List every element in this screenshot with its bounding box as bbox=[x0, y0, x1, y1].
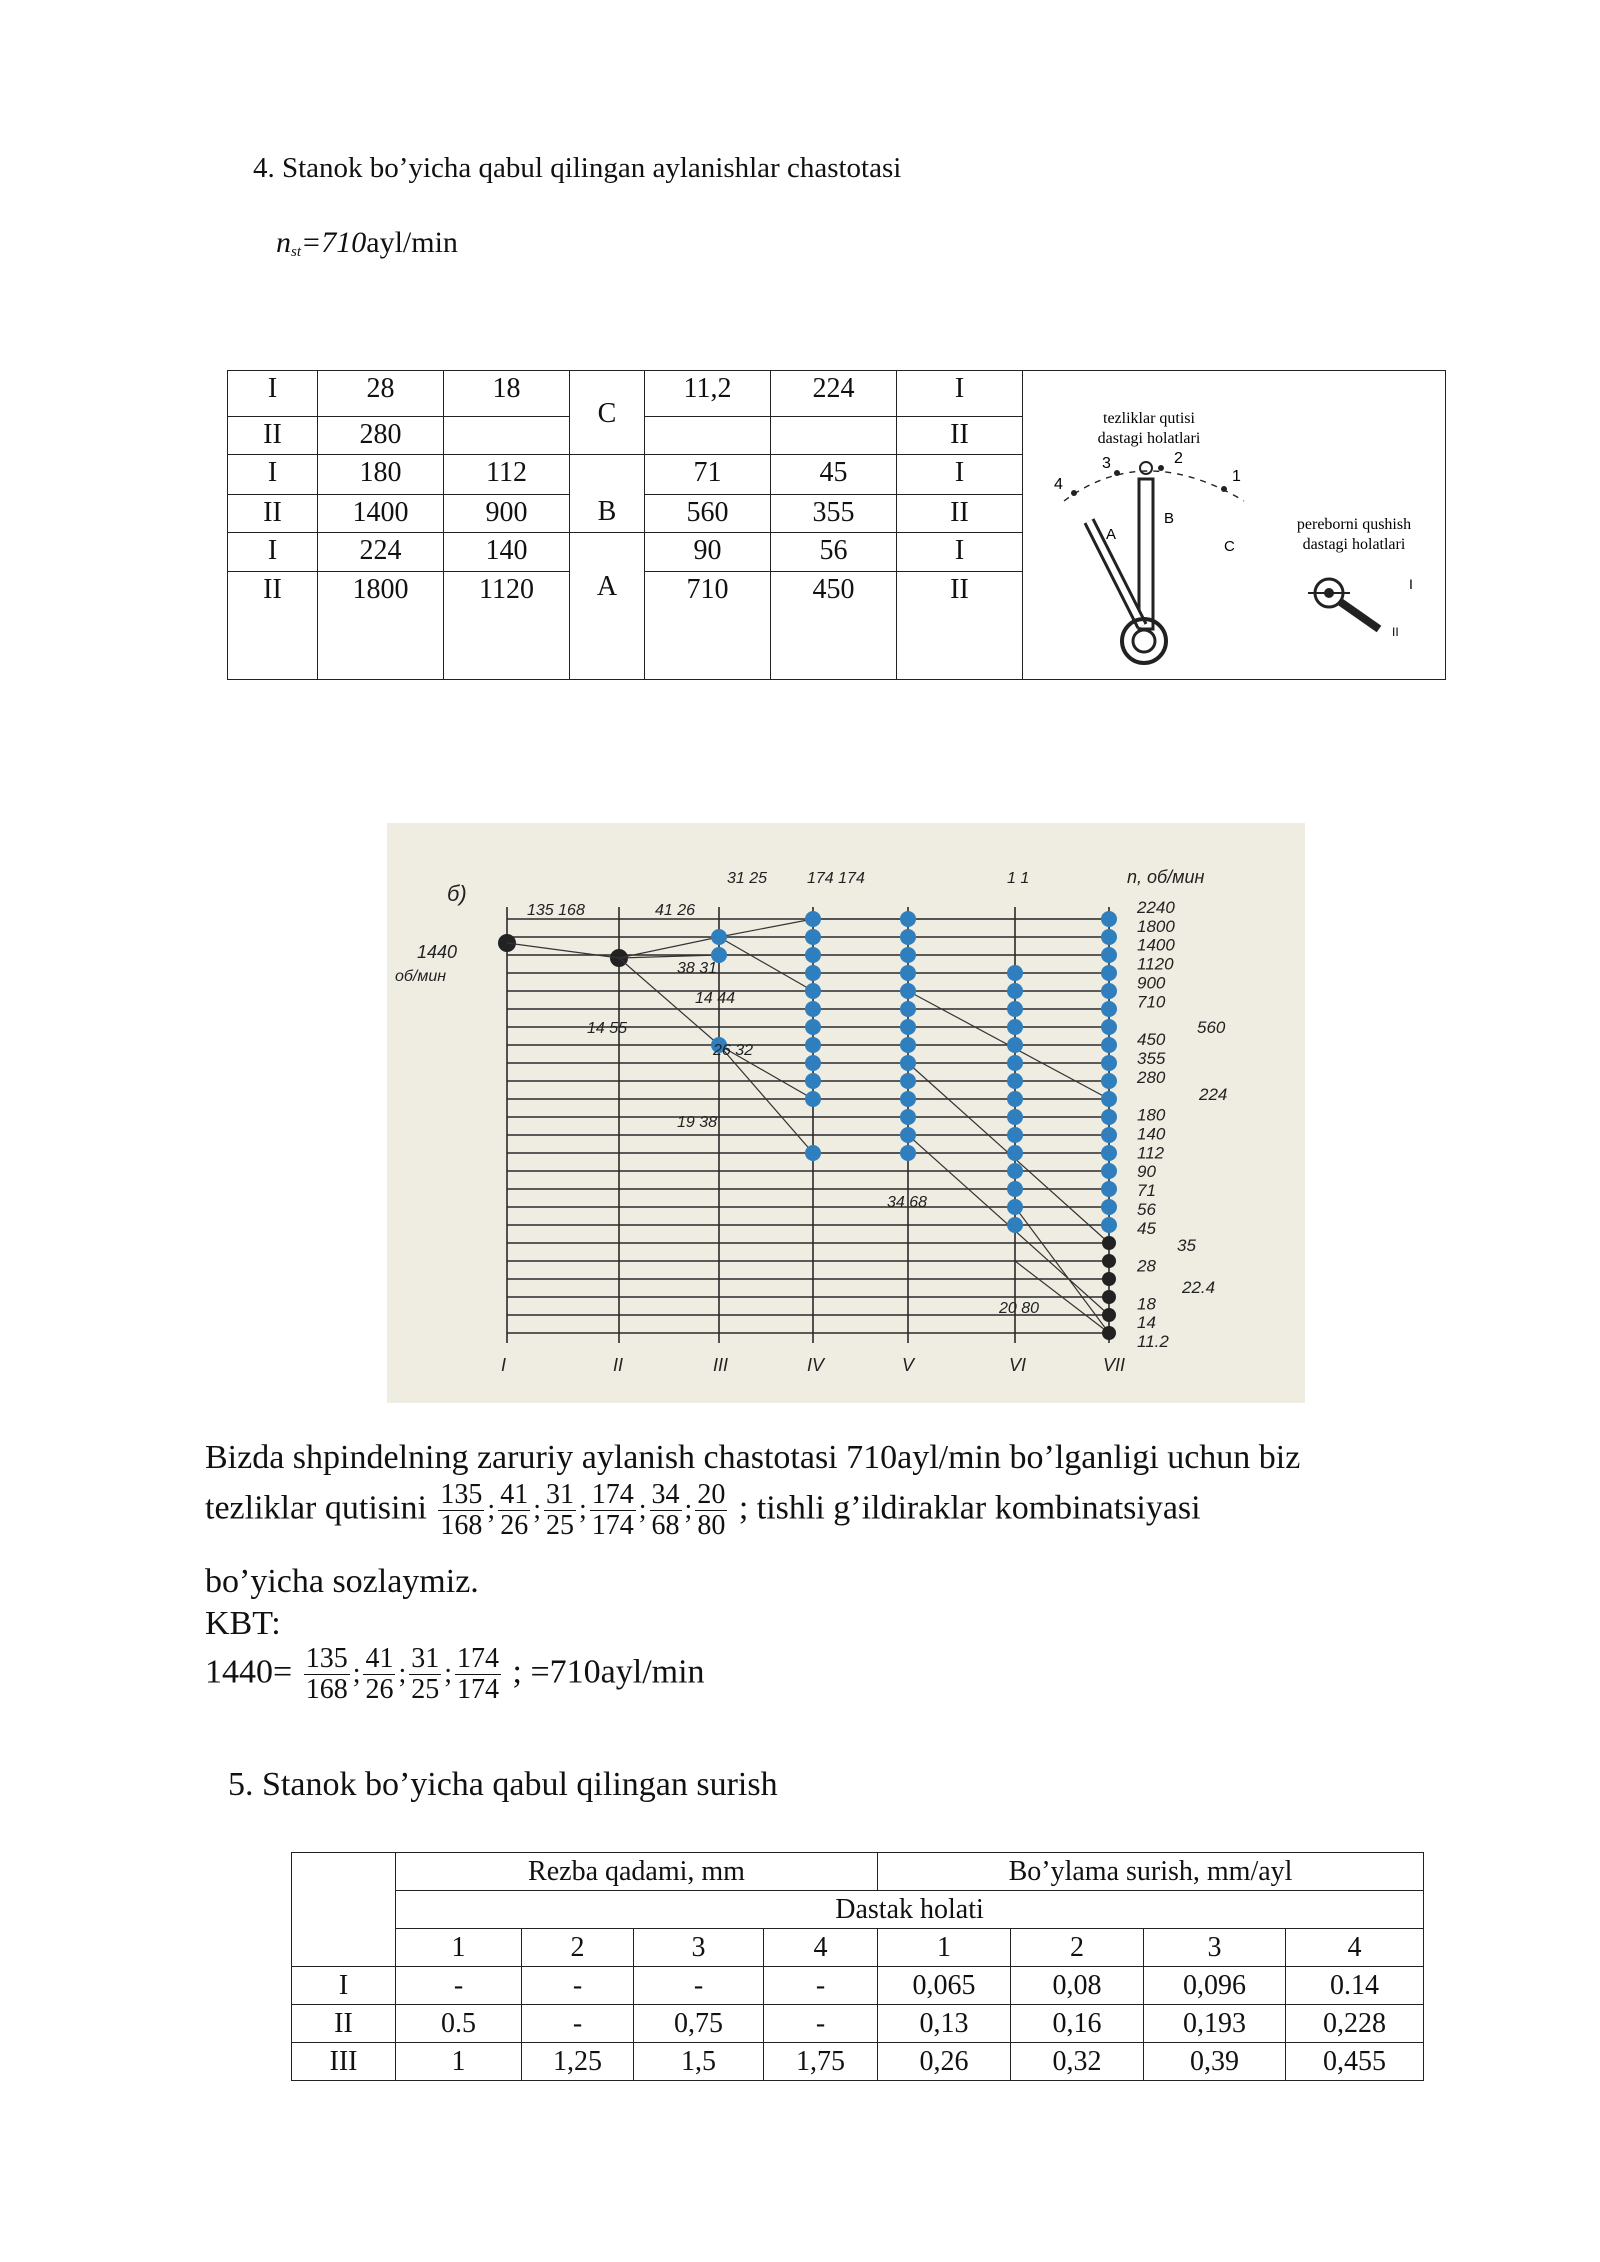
position-dot-4 bbox=[1071, 490, 1077, 496]
speed-node bbox=[1007, 1109, 1023, 1125]
speed-node bbox=[1007, 1055, 1023, 1071]
feed-cell: 0,16 bbox=[1011, 2005, 1144, 2043]
fraction-numerator: 34 bbox=[651, 1479, 680, 1510]
gear-path-line bbox=[507, 943, 619, 958]
gear-ratio-fraction bbox=[695, 1480, 727, 1541]
output-speed-label: 355 bbox=[1137, 1048, 1166, 1068]
feed-row-label: I bbox=[292, 1967, 396, 2005]
position-header: 4 bbox=[764, 1929, 878, 1967]
feed-cell: 0,228 bbox=[1286, 2005, 1424, 2043]
speed-node bbox=[805, 983, 821, 999]
feed-cell: 0,08 bbox=[1011, 1967, 1144, 2005]
handle-hub bbox=[1122, 619, 1166, 663]
position-header: 3 bbox=[634, 1929, 764, 1967]
feed-cell: 0,75 bbox=[634, 2005, 764, 2043]
feed-cell: 0,32 bbox=[1011, 2043, 1144, 2081]
shaft-label: III bbox=[713, 1355, 729, 1375]
feed-cell: 0,065 bbox=[878, 1967, 1011, 2005]
speed-cell: 45 bbox=[771, 455, 897, 495]
fraction-numerator: 31 bbox=[411, 1643, 440, 1674]
longitudinal-feed-header: Bo’ylama surish, mm/ayl bbox=[878, 1853, 1424, 1891]
fraction-numerator: 41 bbox=[500, 1479, 529, 1510]
feed-cell: 0,193 bbox=[1144, 2005, 1286, 2043]
speed-node bbox=[1101, 1181, 1117, 1197]
speed-cell: 28 bbox=[318, 371, 444, 417]
speed-group-b: B bbox=[570, 455, 645, 533]
output-speed-label: 2240 bbox=[1137, 898, 1175, 917]
speed-node bbox=[1007, 1181, 1023, 1197]
speed-node-dark bbox=[1102, 1236, 1116, 1250]
position-header: 2 bbox=[1011, 1929, 1144, 1967]
speed-cell: 1800 bbox=[318, 572, 444, 680]
diagram-caption-left-1: tezliklar qutisi bbox=[1103, 410, 1195, 427]
gear-path-line bbox=[719, 937, 813, 991]
output-speed-label: 1800 bbox=[1137, 916, 1175, 936]
feed-table-corner bbox=[292, 1853, 396, 1967]
speed-node bbox=[805, 1019, 821, 1035]
speed-node bbox=[805, 1091, 821, 1107]
output-speed-label: 710 bbox=[1137, 992, 1166, 1012]
speed-cell: I bbox=[897, 532, 1023, 572]
gear-path-line bbox=[719, 919, 813, 937]
gear-ratio-fraction bbox=[590, 1480, 636, 1541]
position-label-1: 1 bbox=[1232, 468, 1241, 485]
speed-node bbox=[1101, 1109, 1117, 1125]
speed-cell: I bbox=[897, 455, 1023, 495]
feed-row-label: II bbox=[292, 2005, 396, 2043]
speed-node bbox=[900, 1019, 916, 1035]
position-header: 4 bbox=[1286, 1929, 1424, 1967]
fraction-denominator: 174 bbox=[591, 1510, 634, 1541]
output-speed-label: 35 bbox=[1177, 1236, 1196, 1255]
shaft-label: V bbox=[902, 1355, 915, 1375]
handle-lever-b bbox=[1139, 479, 1153, 629]
speed-node bbox=[1007, 1217, 1023, 1233]
speed-node bbox=[1101, 1145, 1117, 1161]
output-speed-label: 90 bbox=[1137, 1162, 1156, 1182]
fraction-separator: ; bbox=[578, 1494, 587, 1526]
speed-node bbox=[900, 1145, 916, 1161]
speed-node bbox=[805, 929, 821, 945]
feed-cell: - bbox=[764, 1967, 878, 2005]
speed-cell: 56 bbox=[771, 532, 897, 572]
speed-node bbox=[900, 1109, 916, 1125]
speed-cell: 71 bbox=[645, 455, 771, 495]
speed-cell: 224 bbox=[771, 371, 897, 417]
fraction-denominator: 80 bbox=[697, 1510, 726, 1541]
speed-node bbox=[900, 947, 916, 963]
feed-cell: 1,5 bbox=[634, 2043, 764, 2081]
position-label-4: 4 bbox=[1054, 476, 1063, 493]
speed-cell: II bbox=[897, 417, 1023, 455]
speed-node bbox=[900, 1073, 916, 1089]
fraction-numerator: 31 bbox=[545, 1479, 574, 1510]
speed-group-c: C bbox=[570, 371, 645, 455]
speed-node bbox=[900, 911, 916, 927]
position-label-2: 2 bbox=[1174, 450, 1183, 467]
position-header: 1 bbox=[878, 1929, 1011, 1967]
speed-node bbox=[1101, 1073, 1117, 1089]
speed-node bbox=[900, 1037, 916, 1053]
section-4-heading: 4. Stanok bo’yicha qabul qilingan aylanishlar chastotasi bbox=[253, 152, 902, 184]
handle-positions-diagram bbox=[1024, 371, 1444, 671]
feed-cell: 0,096 bbox=[1144, 1967, 1286, 2005]
speed-node bbox=[805, 1145, 821, 1161]
speed-cell: II bbox=[897, 494, 1023, 532]
speed-cell: 450 bbox=[771, 572, 897, 680]
fraction-numerator: 20 bbox=[697, 1479, 726, 1510]
gear-ratio-label: 14 44 bbox=[695, 990, 736, 1007]
gear-ratio-fraction bbox=[544, 1480, 576, 1541]
speed-node bbox=[805, 1037, 821, 1053]
speed-node bbox=[1101, 983, 1117, 999]
perebor-position-ii: II bbox=[1392, 625, 1399, 639]
feed-cell: 1,25 bbox=[522, 2043, 634, 2081]
feed-cell: 1,75 bbox=[764, 2043, 878, 2081]
speed-cell: II bbox=[228, 572, 318, 680]
gear-ratio-label: 41 26 bbox=[655, 902, 696, 919]
position-dot-3 bbox=[1114, 470, 1120, 476]
speed-node bbox=[1007, 1073, 1023, 1089]
speed-cell: I bbox=[897, 371, 1023, 417]
position-dot-2 bbox=[1158, 465, 1164, 471]
speed-cell bbox=[645, 417, 771, 455]
fraction-denominator: 168 bbox=[440, 1510, 483, 1541]
speed-cell: 1120 bbox=[444, 572, 570, 680]
fraction-separator: ; bbox=[684, 1494, 693, 1526]
formula-start: 1440= bbox=[205, 1653, 293, 1691]
fraction-separator: ; bbox=[352, 1658, 361, 1690]
speed-node bbox=[1101, 911, 1117, 927]
shaft-label: VII bbox=[1103, 1355, 1126, 1375]
gear-ratio-label: 19 38 bbox=[677, 1114, 718, 1131]
perebor-lever bbox=[1339, 601, 1379, 629]
fraction-numerator: 174 bbox=[457, 1643, 500, 1674]
speed-cell: I bbox=[228, 455, 318, 495]
perebor-position-i: I bbox=[1409, 576, 1413, 592]
speed-table bbox=[227, 370, 1446, 680]
input-unit-label: об/мин bbox=[395, 968, 447, 985]
gearbox-handle-diagram bbox=[1023, 371, 1446, 680]
speed-node bbox=[805, 947, 821, 963]
gear-speed-chart-svg bbox=[387, 823, 1305, 1403]
speed-cell bbox=[444, 417, 570, 455]
speed-cell: I bbox=[228, 532, 318, 572]
paragraph-line-2 bbox=[205, 1480, 1201, 1541]
gear-ratio-fraction bbox=[498, 1480, 530, 1541]
speed-node bbox=[900, 983, 916, 999]
shaft-label: IV bbox=[807, 1355, 825, 1375]
feed-cell: 0.5 bbox=[396, 2005, 522, 2043]
diagram-caption-right-2: dastagi holatlari bbox=[1302, 536, 1406, 553]
feed-cell: 0,13 bbox=[878, 2005, 1011, 2043]
output-speed-label: 224 bbox=[1199, 1085, 1228, 1104]
diagram-caption-right-1: pereborni qushish bbox=[1296, 516, 1412, 533]
speed-cell: 18 bbox=[444, 371, 570, 417]
feed-cell: 1 bbox=[396, 2043, 522, 2081]
speed-cell: 112 bbox=[444, 455, 570, 495]
fraction-denominator: 25 bbox=[545, 1510, 574, 1541]
handle-position-header: Dastak holati bbox=[396, 1891, 1424, 1929]
speed-node-dark bbox=[1102, 1308, 1116, 1322]
output-speed-label: 1120 bbox=[1137, 954, 1174, 974]
feed-cell: 0,39 bbox=[1144, 2043, 1286, 2081]
feed-row-label: III bbox=[292, 2043, 396, 2081]
fraction-denominator: 168 bbox=[305, 1674, 348, 1705]
position-header: 2 bbox=[522, 1929, 634, 1967]
speed-cell: II bbox=[897, 572, 1023, 680]
gear-ratio-label: 20 80 bbox=[999, 1300, 1040, 1317]
output-speed-label: 900 bbox=[1137, 973, 1166, 993]
output-speed-label: 11.2 bbox=[1137, 1332, 1169, 1351]
speed-node bbox=[805, 1055, 821, 1071]
speed-node bbox=[1007, 983, 1023, 999]
output-speed-label: 140 bbox=[1137, 1124, 1166, 1144]
speed-node bbox=[1007, 1037, 1023, 1053]
speed-cell: II bbox=[228, 417, 318, 455]
speed-node bbox=[900, 1127, 916, 1143]
fraction-separator: ; bbox=[533, 1494, 541, 1526]
gear-ratio-fraction bbox=[650, 1480, 682, 1541]
speed-node bbox=[900, 1055, 916, 1071]
speed-cell: 355 bbox=[771, 494, 897, 532]
output-speed-label: 112 bbox=[1137, 1143, 1165, 1163]
gear-ratio-label: 174 174 bbox=[807, 870, 865, 887]
speed-node bbox=[1101, 1091, 1117, 1107]
shaft-label: I bbox=[501, 1355, 507, 1375]
gear-fractions-2 bbox=[301, 1643, 504, 1705]
feed-cell: - bbox=[634, 1967, 764, 2005]
output-speed-label: 280 bbox=[1137, 1067, 1166, 1087]
speed-node bbox=[1007, 1145, 1023, 1161]
gear-speed-chart bbox=[387, 823, 1305, 1403]
gear-ratio-label: 14 55 bbox=[587, 1020, 628, 1037]
speed-group-a: A bbox=[570, 532, 645, 680]
nst-subscript: st bbox=[291, 244, 302, 260]
fraction-denominator: 68 bbox=[651, 1510, 680, 1541]
speed-node bbox=[805, 965, 821, 981]
feed-cell: 0,26 bbox=[878, 2043, 1011, 2081]
fraction-denominator: 174 bbox=[457, 1674, 500, 1705]
speed-node bbox=[1101, 947, 1117, 963]
feed-cell: - bbox=[396, 1967, 522, 2005]
speed-node bbox=[805, 1073, 821, 1089]
speed-node bbox=[1101, 1001, 1117, 1017]
handle-knob bbox=[1140, 462, 1152, 474]
paragraph-line-3: bo’yicha sozlaymiz. bbox=[205, 1563, 479, 1600]
output-speed-label: 14 bbox=[1137, 1313, 1156, 1333]
speed-cell: 900 bbox=[444, 494, 570, 532]
gear-ratio-fraction bbox=[363, 1644, 395, 1705]
gear-ratio-fraction bbox=[455, 1644, 501, 1705]
feed-table bbox=[291, 1852, 1424, 2081]
speed-node-dark bbox=[1102, 1290, 1116, 1304]
spindle-speed-formula bbox=[276, 226, 458, 261]
section-5-heading: 5. Stanok bo’yicha qabul qilingan surish bbox=[228, 1766, 778, 1803]
speed-cell: 710 bbox=[645, 572, 771, 680]
feed-cell: - bbox=[522, 1967, 634, 2005]
diagram-caption-left-2: dastagi holatlari bbox=[1097, 430, 1201, 447]
speed-node bbox=[1101, 1055, 1117, 1071]
letter-b: B bbox=[1164, 510, 1175, 527]
speed-node bbox=[1101, 1199, 1117, 1215]
speed-node bbox=[900, 1091, 916, 1107]
feed-row bbox=[292, 2005, 1424, 2043]
line2-end: ; tishli g’ildiraklar kombinatsiyasi bbox=[738, 1489, 1201, 1527]
position-header: 1 bbox=[396, 1929, 522, 1967]
speed-node bbox=[900, 965, 916, 981]
speed-node bbox=[1007, 1199, 1023, 1215]
speed-cell: 1400 bbox=[318, 494, 444, 532]
feed-cell: - bbox=[522, 2005, 634, 2043]
fraction-numerator: 174 bbox=[591, 1479, 634, 1510]
output-speed-label: 450 bbox=[1137, 1030, 1166, 1050]
speed-node-dark bbox=[1102, 1326, 1116, 1340]
speed-node bbox=[900, 1001, 916, 1017]
feed-cell: 0,455 bbox=[1286, 2043, 1424, 2081]
speed-node bbox=[1101, 1163, 1117, 1179]
shaft-label: II bbox=[613, 1355, 624, 1375]
output-speed-label: 56 bbox=[1137, 1199, 1156, 1219]
nst-symbol: n bbox=[276, 226, 291, 259]
line2-start: tezliklar qutisini bbox=[205, 1489, 427, 1527]
fraction-denominator: 26 bbox=[500, 1510, 529, 1541]
speed-cell: 140 bbox=[444, 532, 570, 572]
speed-cell: 90 bbox=[645, 532, 771, 572]
speed-cell: 11,2 bbox=[645, 371, 771, 417]
speed-node bbox=[1007, 1001, 1023, 1017]
thread-pitch-header: Rezba qadami, mm bbox=[396, 1853, 878, 1891]
output-speed-label: 1400 bbox=[1137, 935, 1175, 955]
shaft-label: VI bbox=[1009, 1355, 1027, 1375]
speed-node bbox=[1101, 1037, 1117, 1053]
speed-cell: I bbox=[228, 371, 318, 417]
fraction-denominator: 26 bbox=[365, 1674, 394, 1705]
speed-node bbox=[1007, 1163, 1023, 1179]
paragraph-line-1: Bizda shpindelning zaruriy aylanish chastotasi 710ayl/min bo’lganligi uchun biz bbox=[205, 1439, 1301, 1476]
speed-cell: II bbox=[228, 494, 318, 532]
gear-ratio-label: 26 32 bbox=[713, 1042, 754, 1059]
gear-ratio-label: 38 31 bbox=[677, 960, 718, 977]
speed-node-dark bbox=[1102, 1254, 1116, 1268]
gear-fractions-1 bbox=[435, 1479, 730, 1541]
speed-node bbox=[805, 911, 821, 927]
gear-ratio-fraction bbox=[438, 1480, 484, 1541]
gear-ratio-label: 1 1 bbox=[1007, 870, 1030, 887]
speed-cell: 560 bbox=[645, 494, 771, 532]
speed-node bbox=[1007, 965, 1023, 981]
fraction-separator: ; bbox=[444, 1658, 453, 1690]
letter-a: A bbox=[1106, 526, 1117, 543]
gear-ratio-label: 31 25 bbox=[727, 870, 768, 887]
speed-cell: 280 bbox=[318, 417, 444, 455]
formula-end: ; =710ayl/min bbox=[512, 1653, 705, 1691]
position-dot-1 bbox=[1221, 486, 1227, 492]
speed-node bbox=[1007, 1091, 1023, 1107]
output-speed-label: 22.4 bbox=[1182, 1278, 1216, 1297]
output-speed-label: 560 bbox=[1197, 1018, 1226, 1037]
letter-c: C bbox=[1224, 538, 1235, 555]
output-unit-label: n, об/мин bbox=[1127, 867, 1205, 887]
speed-node bbox=[1101, 929, 1117, 945]
position-header: 3 bbox=[1144, 1929, 1286, 1967]
speed-node bbox=[1101, 1217, 1117, 1233]
gear-ratio-fraction bbox=[304, 1644, 350, 1705]
speed-node bbox=[1007, 1019, 1023, 1035]
speed-node bbox=[900, 929, 916, 945]
nst-unit: ayl/min bbox=[366, 226, 458, 259]
speed-node bbox=[1007, 1127, 1023, 1143]
speed-node bbox=[805, 1001, 821, 1017]
kbt-formula bbox=[205, 1644, 705, 1705]
feed-cell: 0.14 bbox=[1286, 1967, 1424, 2005]
gear-ratio-label: 34 68 bbox=[887, 1194, 928, 1211]
speed-cell: 224 bbox=[318, 532, 444, 572]
speed-node bbox=[1101, 965, 1117, 981]
speed-cell: 180 bbox=[318, 455, 444, 495]
speed-node bbox=[711, 929, 727, 945]
gear-ratio-label: 135 168 bbox=[527, 902, 585, 919]
output-speed-label: 18 bbox=[1137, 1294, 1156, 1314]
chart-label-b: б) bbox=[447, 881, 467, 906]
speed-node bbox=[1101, 1019, 1117, 1035]
output-speed-label: 71 bbox=[1137, 1181, 1156, 1201]
fraction-denominator: 25 bbox=[411, 1674, 440, 1705]
nst-value: =710 bbox=[301, 226, 367, 259]
feed-row bbox=[292, 2043, 1424, 2081]
fraction-separator: ; bbox=[487, 1494, 496, 1526]
speed-cell bbox=[771, 417, 897, 455]
fraction-separator: ; bbox=[398, 1658, 407, 1690]
fraction-separator: ; bbox=[638, 1494, 647, 1526]
position-label-3: 3 bbox=[1102, 455, 1111, 472]
feed-cell: - bbox=[764, 2005, 878, 2043]
speed-node-dark bbox=[1102, 1272, 1116, 1286]
fraction-numerator: 135 bbox=[305, 1643, 348, 1674]
kbt-label: KBT: bbox=[205, 1605, 281, 1642]
output-speed-label: 180 bbox=[1137, 1105, 1166, 1125]
feed-row bbox=[292, 1967, 1424, 2005]
fraction-numerator: 41 bbox=[365, 1643, 394, 1674]
speed-node bbox=[1101, 1127, 1117, 1143]
output-speed-label: 28 bbox=[1137, 1256, 1156, 1276]
fraction-numerator: 135 bbox=[440, 1479, 483, 1510]
gear-ratio-fraction bbox=[409, 1644, 441, 1705]
input-speed-label: 1440 bbox=[417, 942, 458, 962]
output-speed-label: 45 bbox=[1137, 1218, 1156, 1238]
